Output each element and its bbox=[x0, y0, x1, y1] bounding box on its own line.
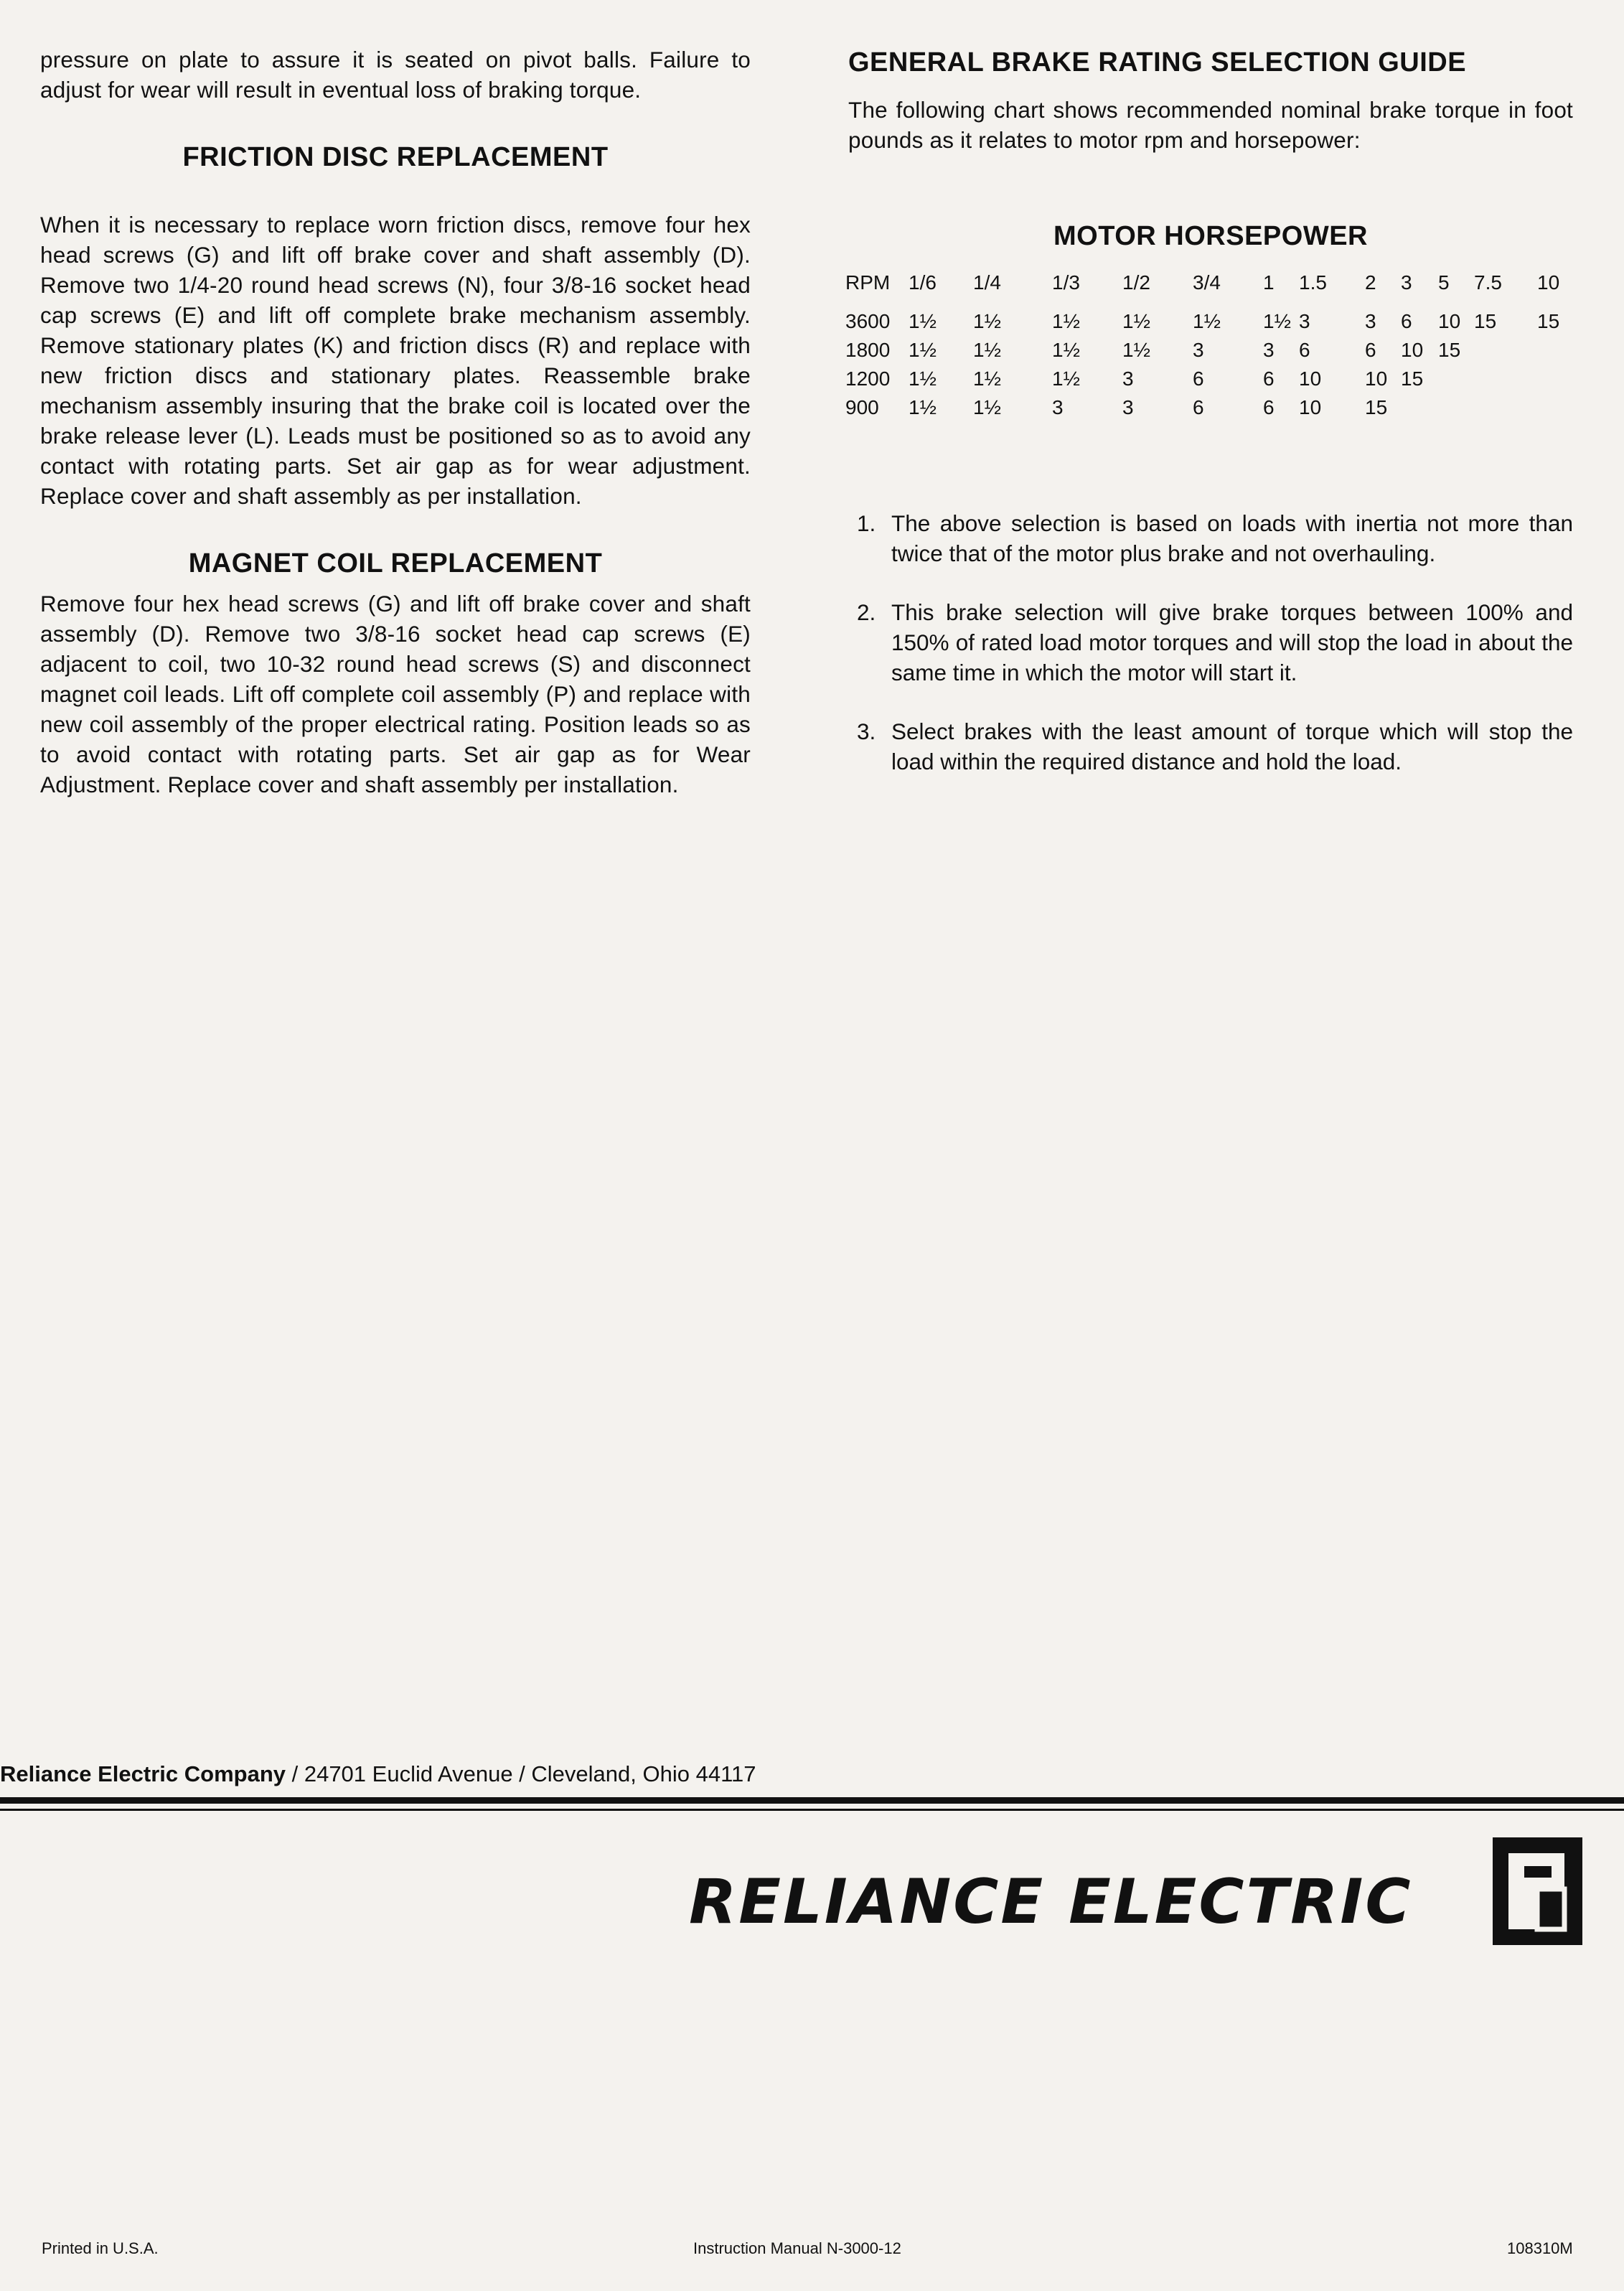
company-name: Reliance Electric Company bbox=[0, 1761, 286, 1786]
table-cell: 6 bbox=[1299, 339, 1310, 361]
motor-horsepower-heading: MOTOR HORSEPOWER bbox=[1053, 221, 1368, 251]
table-cell: 6 bbox=[1401, 310, 1412, 332]
table-cell bbox=[1438, 365, 1474, 393]
table-header-cell: RPM bbox=[845, 271, 891, 294]
table-cell: 6 bbox=[1193, 367, 1204, 390]
table-header-cell: 1/6 bbox=[909, 271, 937, 294]
table-cell: 1800 bbox=[845, 339, 891, 361]
table-cell bbox=[1537, 365, 1573, 393]
table-cell: 1½ bbox=[909, 339, 937, 361]
table-cell: 1½ bbox=[909, 367, 937, 390]
selection-guide-paragraph: The following chart shows recommended nominal brake torque in foot pounds as it relates to motor rpm and horsepower: bbox=[848, 97, 1573, 153]
list-item-text: This brake selection will give brake torques between 100% and 150% of rated load motor torques and will stop the load in about the same time in which the motor will start it. bbox=[891, 599, 1573, 685]
table-row bbox=[845, 307, 1573, 336]
table-cell: 6 bbox=[1193, 396, 1204, 418]
table-cell: 10 bbox=[1299, 367, 1322, 390]
brand-wordmark: RELIANCE ELECTRIC bbox=[689, 1866, 1413, 1938]
table-cell: 15 bbox=[1474, 310, 1497, 332]
footer-manual-number: Instruction Manual N-3000-12 bbox=[693, 2239, 901, 2257]
table-cell bbox=[1474, 336, 1537, 365]
table-cell: 1½ bbox=[909, 396, 937, 418]
table-cell: 1½ bbox=[909, 310, 937, 332]
magnet-coil-heading: MAGNET COIL REPLACEMENT bbox=[188, 548, 603, 578]
table-cell: 6 bbox=[1263, 396, 1275, 418]
table-cell: 1½ bbox=[1263, 310, 1291, 332]
divider-rule-thin bbox=[0, 1809, 1624, 1811]
footer-printed-in: Printed in U.S.A. bbox=[42, 2239, 159, 2257]
table-cell: 3 bbox=[1122, 367, 1134, 390]
table-cell: 15 bbox=[1365, 396, 1388, 418]
table-header-cell: 1.5 bbox=[1299, 271, 1327, 294]
table-header-cell: 1 bbox=[1263, 271, 1275, 294]
reliance-r-logo-icon bbox=[1493, 1837, 1582, 1945]
company-address bbox=[0, 1761, 756, 1787]
table-header-cell: 3 bbox=[1401, 271, 1412, 294]
table-cell: 3 bbox=[1052, 396, 1064, 418]
table-header-cell: 3/4 bbox=[1193, 271, 1221, 294]
table-cell: 3 bbox=[1122, 396, 1134, 418]
magnet-coil-paragraph: Remove four hex head screws (G) and lift off brake cover and shaft assembly (D). Remove two 3/8-16 socket head cap screws (E) adjacent to coil, two 10-32 round head screws (S) and disconnect magnet coil leads. Lift off complete coil assembly (P) and replace with new coil assembly of the proper electrical rating. Position leads so as to avoid contact with rotating parts. Set air gap as for Wear Adjustment. Replace cover and shaft assembly per installation. bbox=[40, 591, 751, 797]
table-header-cell: 10 bbox=[1537, 271, 1560, 294]
friction-disc-heading: FRICTION DISC REPLACEMENT bbox=[182, 142, 609, 172]
selection-notes-list bbox=[848, 508, 1573, 777]
left-column bbox=[40, 44, 751, 800]
list-item bbox=[848, 508, 1573, 568]
table-cell: 10 bbox=[1401, 339, 1424, 361]
right-column bbox=[845, 44, 1573, 805]
list-item-number: 2. bbox=[857, 599, 876, 625]
list-item bbox=[848, 716, 1573, 777]
torque-table bbox=[845, 268, 1573, 422]
table-row bbox=[845, 393, 1573, 422]
list-item-number: 3. bbox=[857, 718, 876, 744]
list-item-text: Select brakes with the least amount of torque which will stop the load within the required distance and hold the load. bbox=[891, 718, 1573, 774]
table-header-row bbox=[845, 268, 1573, 307]
list-item bbox=[848, 597, 1573, 688]
intro-paragraph: pressure on plate to assure it is seated on pivot balls. Failure to adjust for wear will result in eventual loss of braking torque. bbox=[40, 47, 751, 103]
table-cell bbox=[1537, 336, 1573, 365]
table-cell: 3 bbox=[1299, 310, 1310, 332]
table-header-cell: 2 bbox=[1365, 271, 1376, 294]
table-cell: 10 bbox=[1365, 367, 1388, 390]
table-header-cell: 1/4 bbox=[973, 271, 1001, 294]
table-cell: 1½ bbox=[973, 396, 1001, 418]
table-header-cell: 7.5 bbox=[1474, 271, 1502, 294]
table-cell: 6 bbox=[1365, 339, 1376, 361]
table-cell: 10 bbox=[1438, 310, 1461, 332]
table-row bbox=[845, 365, 1573, 393]
table-cell: 3 bbox=[1365, 310, 1376, 332]
footer-document-code: 108310M bbox=[1507, 2239, 1573, 2257]
table-header-cell: 1/3 bbox=[1052, 271, 1080, 294]
selection-guide-heading: GENERAL BRAKE RATING SELECTION GUIDE bbox=[848, 47, 1467, 78]
table-cell: 10 bbox=[1299, 396, 1322, 418]
table-cell: 1½ bbox=[1052, 310, 1080, 332]
table-cell bbox=[1474, 393, 1537, 422]
table-cell bbox=[1401, 393, 1438, 422]
table-cell: 1½ bbox=[1122, 310, 1150, 332]
list-item-number: 1. bbox=[857, 510, 876, 536]
table-row bbox=[845, 336, 1573, 365]
table-cell bbox=[1438, 393, 1474, 422]
table-cell: 1½ bbox=[973, 339, 1001, 361]
friction-disc-paragraph: When it is necessary to replace worn friction discs, remove four hex head screws (G) and lift off brake cover and shaft assembly (D). Remove two 1/4-20 round head screws (N), four 3/8-16 socket head cap screws (E) and lift off complete brake mechanism assembly. Remove stationary plates (K) and friction discs (R) and replace with new friction discs and stationary plates. Reassemble brake mechanism assembly insuring that the brake coil is located over the brake release lever (L). Leads must be positioned so as to avoid any contact with rotating parts. Set air gap as for wear adjustment. Replace cover and shaft assembly as per installation. bbox=[40, 212, 751, 509]
company-street-address: / 24701 Euclid Avenue / Cleveland, Ohio 44117 bbox=[286, 1761, 756, 1786]
table-cell: 15 bbox=[1401, 367, 1424, 390]
table-cell: 3600 bbox=[845, 310, 891, 332]
table-cell: 15 bbox=[1438, 339, 1461, 361]
table-cell bbox=[1537, 393, 1573, 422]
table-cell: 1½ bbox=[1052, 339, 1080, 361]
table-cell bbox=[1474, 365, 1537, 393]
table-header-cell: 1/2 bbox=[1122, 271, 1150, 294]
table-cell: 1½ bbox=[973, 310, 1001, 332]
table-cell: 1½ bbox=[1122, 339, 1150, 361]
table-cell: 1½ bbox=[1193, 310, 1221, 332]
list-item-text: The above selection is based on loads with inertia not more than twice that of the motor plus brake and not overhauling. bbox=[891, 510, 1573, 566]
table-cell: 1½ bbox=[973, 367, 1001, 390]
table-cell: 3 bbox=[1263, 339, 1275, 361]
divider-rule bbox=[0, 1797, 1624, 1804]
table-header-cell: 5 bbox=[1438, 271, 1450, 294]
table-cell: 900 bbox=[845, 396, 879, 418]
table-cell: 1½ bbox=[1052, 367, 1080, 390]
table-cell: 15 bbox=[1537, 310, 1560, 332]
table-cell: 6 bbox=[1263, 367, 1275, 390]
table-cell: 3 bbox=[1193, 339, 1204, 361]
table-cell: 1200 bbox=[845, 367, 891, 390]
